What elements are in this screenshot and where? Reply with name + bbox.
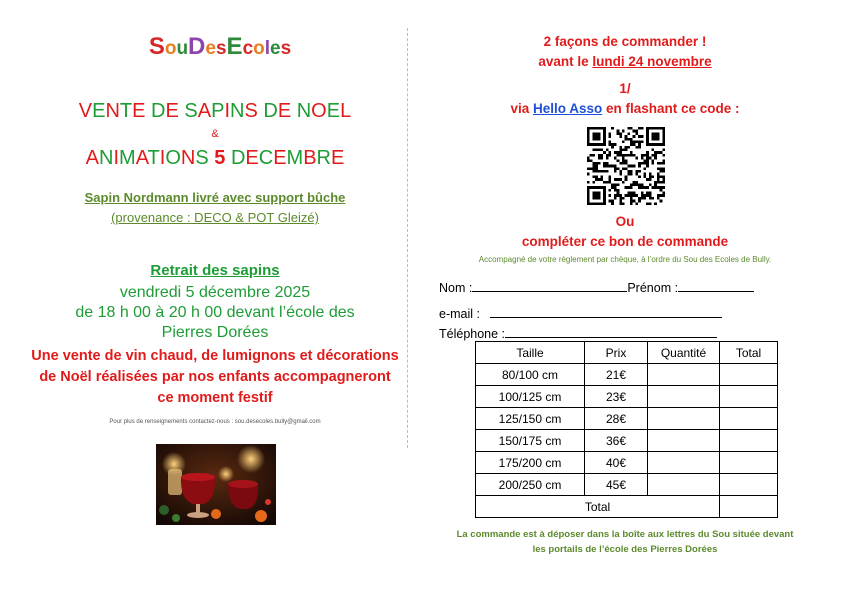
price-cell: 45€ [585, 474, 648, 496]
total-cell[interactable] [720, 408, 778, 430]
date-line: vendredi 5 décembre 2025 [119, 284, 311, 301]
nom-field[interactable] [472, 279, 627, 292]
time-line: de 18 h 00 à 20 h 00 devant l’école des [75, 304, 355, 321]
retrait-heading: Retrait des sapins [150, 262, 280, 279]
logo-letter: c [242, 38, 254, 59]
price-cell: 40€ [585, 452, 648, 474]
vin-chaud-photo [156, 444, 276, 525]
quantity-cell[interactable] [648, 364, 720, 386]
via-prefix: via [510, 101, 533, 116]
col-prix: Prix [585, 342, 648, 364]
logo-letter: s [280, 38, 292, 59]
email-field[interactable] [490, 305, 722, 318]
divider [407, 28, 408, 448]
title-line-1 [40, 100, 390, 123]
logo-letter: l [264, 38, 271, 59]
title-animations: ANIMATIONS [85, 147, 209, 169]
phone-field[interactable] [505, 325, 717, 338]
order-table [475, 341, 778, 518]
logo-letter: S [148, 33, 165, 60]
price-cell: 21€ [585, 364, 648, 386]
total-cell[interactable] [720, 386, 778, 408]
ampersand: & [211, 128, 219, 140]
table-row [476, 386, 778, 408]
quantity-cell[interactable] [648, 430, 720, 452]
deadline-date: lundi 24 novembre [592, 54, 712, 69]
size-cell: 100/125 cm [476, 386, 585, 408]
qr-code[interactable] [587, 127, 665, 205]
email-label: e-mail : [439, 307, 480, 321]
logo-letter: e [270, 38, 281, 59]
total-label: Total [476, 496, 720, 518]
name-row [439, 279, 754, 295]
table-row [476, 364, 778, 386]
note-line-2: les portails de l’école des Pierres Dorées [532, 544, 718, 555]
vente-description: Une vente de vin chaud, de lumignons et décorations de Noël réalisées par nos enfants accompagneront ce moment festif [31, 348, 399, 406]
price-cell: 28€ [585, 408, 648, 430]
drop-off-note [425, 527, 825, 557]
complete-form-heading: compléter ce bon de commande [521, 234, 729, 249]
total-cell[interactable] [720, 474, 778, 496]
price-cell: 23€ [585, 386, 648, 408]
phone-label: Téléphone : [439, 327, 506, 341]
col-taille: Taille [476, 342, 585, 364]
email-row [439, 305, 722, 321]
size-cell: 175/200 cm [476, 452, 585, 474]
nom-label: Nom : [439, 281, 473, 295]
via-suffix: en flashant ce code : [602, 101, 740, 116]
logo-letter: D [188, 33, 206, 60]
order-heading [505, 32, 745, 72]
quantity-cell[interactable] [648, 408, 720, 430]
subtitle-provenance: (provenance : DECO & POT Gleizé) [111, 210, 319, 225]
phone-row [439, 325, 717, 341]
or-label: Ou [615, 214, 635, 229]
logo-letter: E [226, 33, 243, 60]
table-row [476, 430, 778, 452]
option-one: 1/ [619, 81, 631, 96]
logo [125, 33, 315, 60]
deadline-prefix: avant le [538, 54, 593, 69]
size-cell: 150/175 cm [476, 430, 585, 452]
prenom-label: Prénom : [627, 281, 679, 295]
place-line: Pierres Dorées [161, 324, 269, 341]
total-cell[interactable] [720, 430, 778, 452]
grand-total-cell[interactable] [720, 496, 778, 518]
logo-letter: o [164, 38, 177, 59]
logo-letter: u [176, 38, 189, 59]
title-line-2 [40, 147, 390, 170]
size-cell: 200/250 cm [476, 474, 585, 496]
col-quantite: Quantité [648, 342, 720, 364]
title-decembre: DECEMBRE [230, 147, 345, 169]
total-cell[interactable] [720, 364, 778, 386]
title-day-number: 5 [214, 147, 226, 169]
helloasso-line [485, 101, 765, 116]
logo-letter: s [215, 38, 227, 59]
note-line-1: La commande est à déposer dans la boîte aux lettres du Sou située devant [456, 529, 794, 540]
contact-text: Pour plus de renseignements contactez-nous : sou.desecoles.bully@gmail.com [109, 419, 321, 425]
logo-letter: o [253, 38, 265, 59]
table-row [476, 452, 778, 474]
title-vente: VENTE DE SAPINS DE NOEL [78, 100, 352, 122]
total-cell[interactable] [720, 452, 778, 474]
size-cell: 80/100 cm [476, 364, 585, 386]
logo-letter: e [205, 38, 216, 59]
table-header-row [476, 342, 778, 364]
order-heading-line2 [505, 52, 745, 72]
quantity-cell[interactable] [648, 386, 720, 408]
col-total: Total [720, 342, 778, 364]
quantity-cell[interactable] [648, 474, 720, 496]
table-row [476, 408, 778, 430]
quantity-cell[interactable] [648, 452, 720, 474]
size-cell: 125/150 cm [476, 408, 585, 430]
price-cell: 36€ [585, 430, 648, 452]
prenom-field[interactable] [678, 279, 754, 292]
retrait-details [40, 283, 390, 343]
order-heading-line1: 2 façons de commander ! [543, 34, 707, 49]
table-total-row [476, 496, 778, 518]
helloasso-link[interactable]: Hello Asso [532, 101, 603, 116]
table-row [476, 474, 778, 496]
subtitle-sapin: Sapin Nordmann livré avec support bûche [84, 190, 346, 205]
payment-note: Accompagné de votre règlement par chèque, à l’ordre du Sou des Ecoles de Bully. [478, 255, 772, 264]
